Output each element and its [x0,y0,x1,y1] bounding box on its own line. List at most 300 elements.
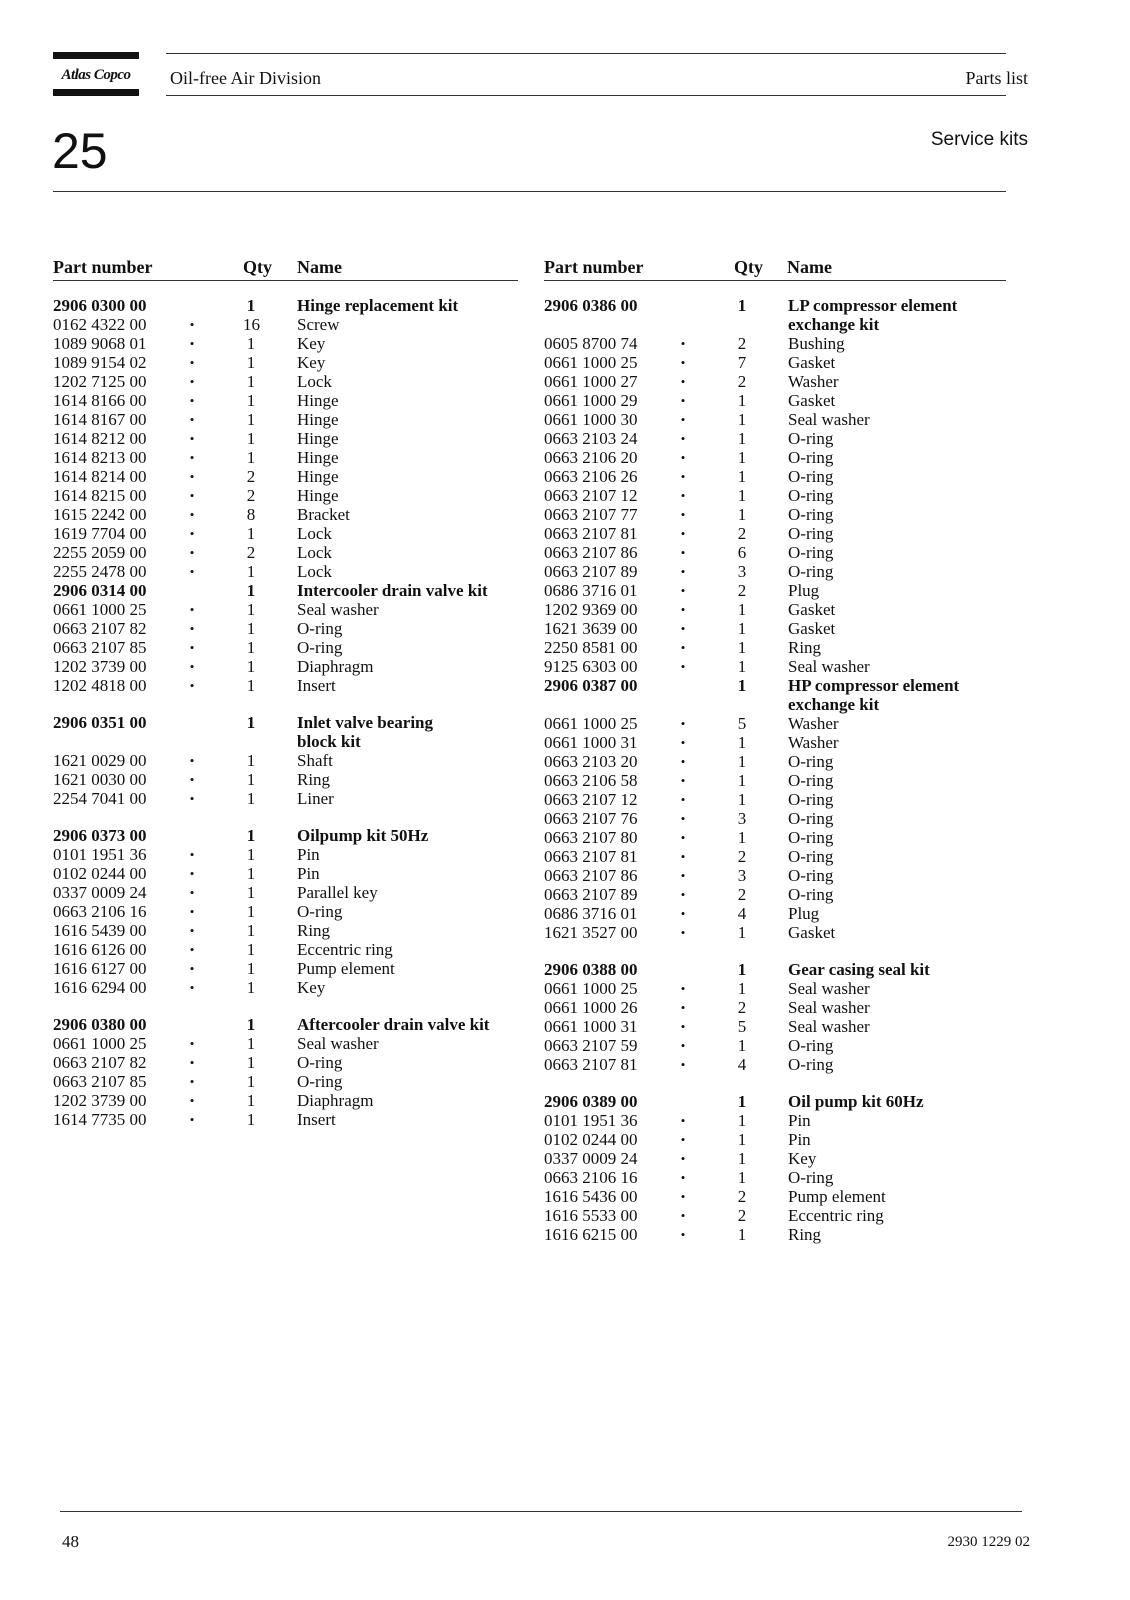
quantity: 1 [737,1092,747,1111]
bullet-mark: • [680,393,686,408]
part-row [53,921,523,940]
part-number: 0663 2107 77 [544,505,638,524]
part-row [544,353,1014,372]
part-number: 1621 3639 00 [544,619,638,638]
part-number: 1616 6127 00 [53,959,147,978]
bullet-mark: • [680,336,686,351]
part-row [544,979,1014,998]
part-name: Oilpump kit 50Hz [297,826,429,845]
part-row [544,1187,1014,1206]
part-row [544,391,1014,410]
part-name: Gasket [788,600,836,619]
header-rule-middle [166,95,1006,96]
part-number: 1202 3739 00 [53,657,147,676]
part-row [53,1091,523,1110]
bullet-mark: • [189,507,195,522]
quantity: 1 [737,923,747,942]
part-number: 0663 2107 85 [53,1072,147,1091]
part-number: 0101 1951 36 [53,845,147,864]
quantity: 1 [246,353,256,372]
bullet-mark: • [189,866,195,881]
part-number: 0663 2107 76 [544,809,638,828]
part-name: Pin [297,864,320,883]
quantity: 1 [737,467,747,486]
part-name: Seal washer [788,979,870,998]
part-row [53,845,523,864]
quantity: 1 [737,828,747,847]
quantity: 1 [246,959,256,978]
quantity: 2 [737,847,747,866]
quantity: 2 [246,543,256,562]
row-spacer [544,1074,1014,1092]
part-name: O-ring [788,866,834,885]
quantity: 5 [737,714,747,733]
kit-header-row [53,581,523,600]
part-row [544,771,1014,790]
bullet-mark: • [680,925,686,940]
part-number: 0663 2107 82 [53,1053,147,1072]
bullet-mark: • [680,716,686,731]
quantity: 4 [737,904,747,923]
bullet-mark: • [680,1057,686,1072]
bullet-mark: • [680,412,686,427]
quantity: 4 [737,1055,747,1074]
quantity: 1 [737,1149,747,1168]
part-row [53,619,523,638]
part-name: Bushing [788,334,845,353]
part-number: 0663 2107 86 [544,543,638,562]
quantity: 2 [737,885,747,904]
part-number: 1614 8215 00 [53,486,147,505]
quantity: 1 [246,1110,256,1129]
quantity: 3 [737,809,747,828]
part-row [544,619,1014,638]
part-row [53,505,523,524]
row-spacer [53,997,523,1015]
quantity: 1 [246,638,256,657]
part-number: 0663 2106 20 [544,448,638,467]
part-number: 1619 7704 00 [53,524,147,543]
part-name: Lock [297,543,332,562]
part-number: 1615 2242 00 [53,505,147,524]
bullet-mark: • [189,336,195,351]
chapter-number: 25 [52,123,108,179]
quantity: 1 [246,864,256,883]
bullet-mark: • [680,792,686,807]
bullet-mark: • [680,621,686,636]
bullet-mark: • [680,754,686,769]
bullet-mark: • [189,621,195,636]
part-number: 0686 3716 01 [544,904,638,923]
part-row [53,467,523,486]
bullet-mark: • [680,1132,686,1147]
part-number: 2906 0351 00 [53,713,147,732]
part-number: 2254 7041 00 [53,789,147,808]
part-number: 2255 2059 00 [53,543,147,562]
quantity: 1 [246,581,256,600]
part-name: Shaft [297,751,333,770]
quantity: 1 [737,429,747,448]
part-name: Gasket [788,391,836,410]
part-name: Aftercooler drain valve kit [297,1015,490,1034]
part-name: Seal washer [297,1034,379,1053]
part-number: 0663 2107 59 [544,1036,638,1055]
quantity: 1 [737,790,747,809]
bullet-mark: • [189,545,195,560]
part-row [544,847,1014,866]
bullet-mark: • [680,545,686,560]
part-name: Seal washer [297,600,379,619]
quantity: 7 [737,353,747,372]
bullet-mark: • [680,906,686,921]
bullet-mark: • [189,488,195,503]
part-number: 1202 9369 00 [544,600,638,619]
part-row [544,486,1014,505]
bullet-mark: • [189,602,195,617]
bullet-mark: • [189,791,195,806]
part-row [53,883,523,902]
part-name: Gasket [788,923,836,942]
part-name: Pin [788,1111,811,1130]
quantity: 2 [246,467,256,486]
bullet-mark: • [680,431,686,446]
part-number: 0101 1951 36 [544,1111,638,1130]
quantity: 1 [246,429,256,448]
bullet-mark: • [680,735,686,750]
part-number: 2906 0387 00 [544,676,638,695]
bullet-mark: • [680,849,686,864]
part-name: Plug [788,904,820,923]
bullet-mark: • [680,583,686,598]
document-number: 2930 1229 02 [947,1534,1030,1550]
kit-header-row [53,1015,523,1034]
part-row [53,940,523,959]
kit-header-row [53,826,523,845]
part-name: Eccentric ring [297,940,393,959]
bullet-mark: • [189,885,195,900]
quantity: 8 [246,505,256,524]
quantity: 2 [246,486,256,505]
parts-table-left [53,296,523,1129]
part-number: 1202 7125 00 [53,372,147,391]
bullet-mark: • [680,602,686,617]
quantity: 1 [737,410,747,429]
quantity: 1 [246,770,256,789]
bullet-mark: • [189,942,195,957]
kit-header-row [544,315,1014,334]
part-number: 0661 1000 25 [544,353,638,372]
part-name: Gasket [788,619,836,638]
bullet-mark: • [680,1170,686,1185]
part-name: Plug [788,581,820,600]
logo-bar-top [53,52,139,59]
quantity: 2 [737,998,747,1017]
part-name: Lock [297,524,332,543]
bullet-mark: • [189,1036,195,1051]
part-number: 0663 2103 24 [544,429,638,448]
bullet-mark: • [189,317,195,332]
bullet-mark: • [189,961,195,976]
part-number: 1621 3527 00 [544,923,638,942]
part-number: 1621 0030 00 [53,770,147,789]
quantity: 1 [246,940,256,959]
part-name: Washer [788,714,839,733]
quantity: 1 [246,826,256,845]
header-rule-bottom [53,191,1006,192]
row-spacer [53,808,523,826]
quantity: 1 [737,296,747,315]
part-number: 1616 5533 00 [544,1206,638,1225]
part-row [53,353,523,372]
part-row [544,543,1014,562]
row-spacer [53,695,523,713]
part-name: O-ring [297,1072,343,1091]
quantity: 1 [737,1036,747,1055]
part-row [544,448,1014,467]
part-name: O-ring [788,790,834,809]
header-rule-top [166,53,1006,54]
part-name: Seal washer [788,998,870,1017]
quantity: 1 [246,448,256,467]
part-row [53,524,523,543]
part-number: 0102 0244 00 [544,1130,638,1149]
part-name: Diaphragm [297,657,374,676]
quantity: 1 [246,372,256,391]
page-number: 48 [62,1532,79,1551]
quantity: 1 [246,676,256,695]
part-name: O-ring [788,543,834,562]
quantity: 1 [246,845,256,864]
bullet-mark: • [189,659,195,674]
row-spacer [544,942,1014,960]
part-name: Washer [788,733,839,752]
quantity: 1 [246,1034,256,1053]
part-number: 0661 1000 26 [544,998,638,1017]
part-number: 0663 2107 81 [544,1055,638,1074]
quantity: 1 [737,486,747,505]
bullet-mark: • [189,355,195,370]
part-row [544,1111,1014,1130]
part-row [544,998,1014,1017]
part-number: 1616 6215 00 [544,1225,638,1244]
part-name: Seal washer [788,1017,870,1036]
part-number: 0661 1000 31 [544,733,638,752]
quantity: 1 [246,524,256,543]
bullet-mark: • [680,1038,686,1053]
part-number: 0661 1000 27 [544,372,638,391]
part-row [544,562,1014,581]
doc-type: Parts list [965,68,1028,88]
part-number: 1614 8213 00 [53,448,147,467]
part-number: 0663 2107 85 [53,638,147,657]
quantity: 2 [737,581,747,600]
quantity: 1 [246,921,256,940]
part-name: exchange kit [788,695,880,714]
part-name: Key [297,334,326,353]
bullet-mark: • [680,355,686,370]
quantity: 2 [737,524,747,543]
part-name: Pin [788,1130,811,1149]
quantity: 16 [243,315,260,334]
part-number: 2250 8581 00 [544,638,638,657]
part-name: Key [297,978,326,997]
part-number: 0663 2106 16 [53,902,147,921]
part-name: Lock [297,372,332,391]
quantity: 1 [737,676,747,695]
part-number: 0663 2107 89 [544,885,638,904]
bullet-mark: • [189,450,195,465]
kit-header-row [544,296,1014,315]
part-name: Insert [297,676,336,695]
quantity: 1 [246,789,256,808]
bullet-mark: • [680,811,686,826]
bullet-mark: • [680,1113,686,1128]
bullet-mark: • [189,1074,195,1089]
bullet-mark: • [189,980,195,995]
bullet-mark: • [189,753,195,768]
part-row [53,1072,523,1091]
part-row [544,1225,1014,1244]
part-row [53,789,523,808]
part-row [544,885,1014,904]
part-number: 0663 2107 81 [544,524,638,543]
part-number: 0661 1000 25 [544,979,638,998]
quantity: 1 [737,505,747,524]
part-row [544,1055,1014,1074]
quantity: 1 [246,1091,256,1110]
part-number: 2906 0389 00 [544,1092,638,1111]
part-name: Seal washer [788,410,870,429]
part-number: 2906 0380 00 [53,1015,147,1034]
part-row [544,505,1014,524]
part-row [544,752,1014,771]
quantity: 2 [737,334,747,353]
quantity: 1 [737,600,747,619]
part-row [53,562,523,581]
part-number: 0663 2106 26 [544,467,638,486]
part-row [544,923,1014,942]
quantity: 1 [737,1225,747,1244]
part-name: O-ring [788,429,834,448]
quantity: 2 [737,1206,747,1225]
part-name: exchange kit [788,315,880,334]
part-row [53,902,523,921]
part-number: 1616 5439 00 [53,921,147,940]
bullet-mark: • [680,564,686,579]
part-name: LP compressor element [788,296,958,315]
quantity: 1 [246,562,256,581]
part-name: Gear casing seal kit [788,960,930,979]
part-row [53,1034,523,1053]
quantity: 1 [737,657,747,676]
part-number: 0102 0244 00 [53,864,147,883]
section-title: Service kits [930,129,1028,150]
part-name: Ring [788,1225,822,1244]
footer-rule [60,1511,1022,1512]
part-number: 0663 2103 20 [544,752,638,771]
part-number: 2906 0373 00 [53,826,147,845]
bullet-mark: • [680,1000,686,1015]
part-number: 1089 9068 01 [53,334,147,353]
part-row [53,429,523,448]
col-header-rule-left [53,280,518,281]
part-name: Hinge [297,391,339,410]
bullet-mark: • [680,526,686,541]
col-header-qty-right: Qty [734,257,763,277]
part-row [53,600,523,619]
bullet-mark: • [680,507,686,522]
quantity: 1 [737,391,747,410]
part-name: O-ring [788,752,834,771]
part-name: Hinge [297,429,339,448]
part-name: O-ring [297,619,343,638]
kit-header-row [544,676,1014,695]
part-number: 2906 0388 00 [544,960,638,979]
quantity: 1 [246,1015,256,1034]
quantity: 6 [737,543,747,562]
part-row [53,543,523,562]
quantity: 1 [737,960,747,979]
part-name: O-ring [788,524,834,543]
part-row [544,733,1014,752]
part-name: O-ring [788,486,834,505]
part-name: Pump element [788,1187,886,1206]
part-name: HP compressor element [788,676,960,695]
part-row [544,1130,1014,1149]
bullet-mark: • [189,431,195,446]
part-name: Key [297,353,326,372]
part-row [544,828,1014,847]
kit-header-row [53,713,523,732]
bullet-mark: • [680,1208,686,1223]
part-row [544,1036,1014,1055]
part-number: 0663 2107 89 [544,562,638,581]
bullet-mark: • [680,450,686,465]
part-number: 0605 8700 74 [544,334,638,353]
part-name: O-ring [788,771,834,790]
part-number: 0661 1000 25 [53,1034,147,1053]
kit-header-row [544,1092,1014,1111]
parts-table-right [544,296,1014,1244]
quantity: 3 [737,562,747,581]
part-name: O-ring [788,562,834,581]
bullet-mark: • [680,488,686,503]
part-row [544,467,1014,486]
part-name: Parallel key [297,883,378,902]
part-number: 1089 9154 02 [53,353,147,372]
part-number: 0661 1000 30 [544,410,638,429]
quantity: 1 [737,619,747,638]
part-name: Hinge [297,486,339,505]
col-header-part-number-left: Part number [53,257,153,277]
part-row [53,1110,523,1129]
part-name: O-ring [788,1168,834,1187]
part-row [53,372,523,391]
part-row [544,372,1014,391]
part-name: O-ring [788,1055,834,1074]
part-row [544,1206,1014,1225]
part-row [544,524,1014,543]
part-row [544,714,1014,733]
part-number: 0337 0009 24 [53,883,147,902]
part-row [53,864,523,883]
part-row [544,904,1014,923]
quantity: 1 [246,902,256,921]
col-header-qty-left: Qty [243,257,272,277]
part-name: O-ring [297,902,343,921]
bullet-mark: • [189,526,195,541]
part-name: O-ring [788,448,834,467]
